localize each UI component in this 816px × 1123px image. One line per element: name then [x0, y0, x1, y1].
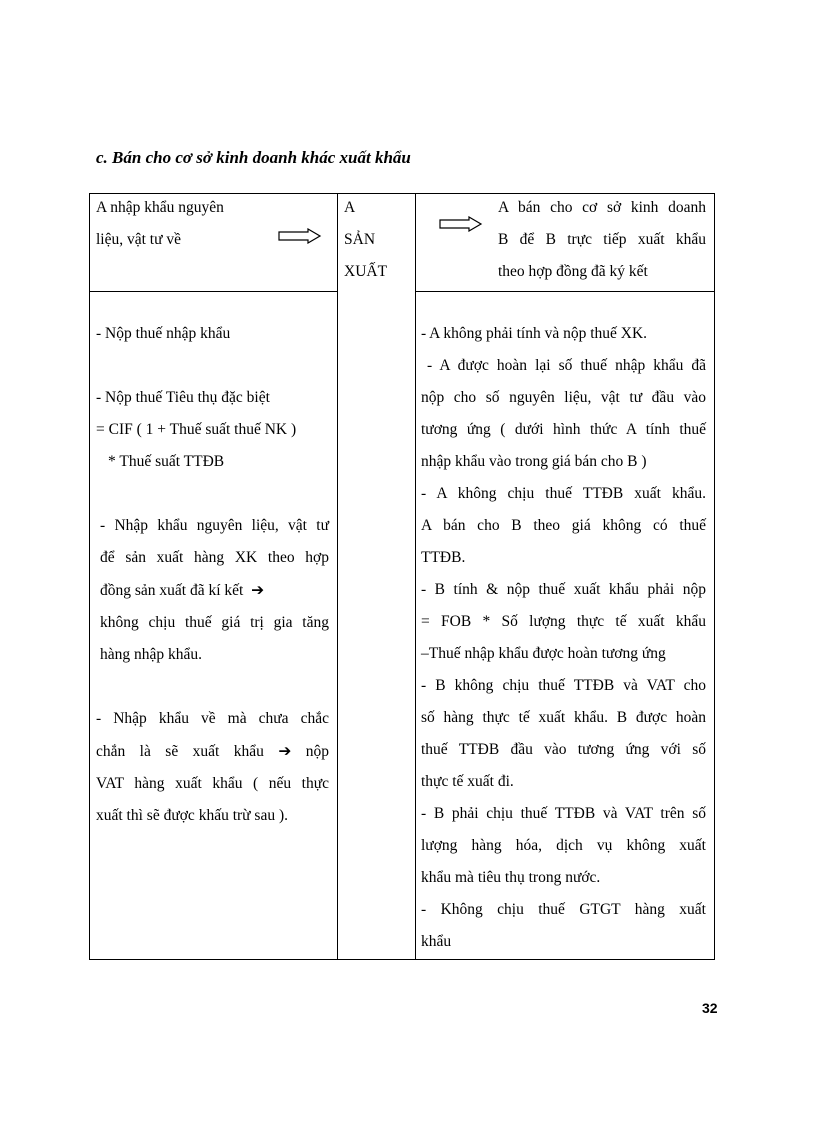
right-line: - A được hoàn lại số thuế nhập khẩu đã: [427, 357, 706, 374]
header-right-line1: A bán cho cơ sở kinh doanh: [498, 199, 706, 216]
right-line: –Thuế nhập khẩu được hoàn tương ứng: [421, 645, 666, 662]
right-line: - B không chịu thuế TTĐB và VAT cho: [421, 677, 706, 694]
body-right-cell: [421, 318, 706, 958]
right-line: - A không chịu thuế TTĐB xuất khẩu.: [421, 485, 706, 502]
column-divider-2: [415, 194, 416, 959]
right-line: A bán cho B theo giá không có thuế: [421, 517, 706, 534]
right-line: - B phải chịu thuế TTĐB và VAT trên số: [421, 805, 706, 822]
header-right-line2: B để B trực tiếp xuất khẩu: [498, 231, 706, 248]
right-line: nộp cho số nguyên liệu, vật tư đầu vào: [421, 389, 706, 406]
header-left-cell: [96, 192, 332, 256]
section-heading: c. Bán cho cơ sở kinh doanh khác xuất khẩu: [96, 148, 411, 167]
right-arrow-icon: [278, 228, 322, 244]
header-middle-cell: [344, 192, 410, 288]
right-line: khẩu mà tiêu thụ trong nước.: [421, 869, 601, 886]
page-number: 32: [702, 1000, 718, 1016]
right-line: = FOB * Số lượng thực tế xuất khẩu: [421, 613, 706, 630]
right-line: tương ứng ( dưới hình thức A tính thuế: [421, 421, 706, 438]
right-line: thực tế xuất đi.: [421, 773, 514, 790]
left-p3-line2: để sản xuất hàng XK theo hợp: [100, 549, 329, 566]
left-p4-line2: chắn là sẽ xuất khẩu ➔ nộp: [96, 742, 330, 760]
left-p4-line4: xuất thì sẽ được khấu trừ sau ).: [96, 807, 289, 824]
left-p2-line2: = CIF ( 1 + Thuế suất thuế NK ): [96, 421, 297, 438]
header-right-line3: theo hợp đồng đã ký kết: [498, 263, 648, 280]
right-arrow-icon: [439, 216, 483, 232]
column-divider-1: [337, 194, 338, 959]
left-p3-line5: hàng nhập khẩu.: [100, 646, 203, 663]
right-line: khẩu: [421, 933, 452, 950]
left-p3-line3: đồng sản xuất đã kí kết ➔: [100, 581, 265, 599]
body-left-cell: [96, 318, 329, 832]
right-line: - A không phải tính và nộp thuế XK.: [421, 325, 648, 342]
header-middle-line2: SẢN: [344, 231, 376, 248]
row-divider-left: [90, 291, 337, 292]
left-p2-line3: * Thuế suất TTĐB: [108, 453, 225, 470]
left-p3-line4: không chịu thuế giá trị gia tăng: [100, 614, 329, 631]
header-middle-line3: XUẤT: [344, 263, 388, 280]
right-line: lượng hàng hóa, dịch vụ không xuất: [421, 837, 706, 854]
header-right-cell: [498, 192, 706, 288]
left-p3-line1: - Nhập khẩu nguyên liệu, vật tư: [100, 517, 329, 534]
right-line: TTĐB.: [421, 549, 466, 566]
arrow-icon: ➔: [251, 581, 265, 599]
right-line: số hàng thực tế xuất khẩu. B được hoàn: [421, 709, 706, 726]
right-line: nhập khẩu vào trong giá bán cho B ): [421, 453, 647, 470]
left-p4-line1: - Nhập khẩu về mà chưa chắc: [96, 710, 329, 727]
right-line: - B tính & nộp thuế xuất khẩu phải nộp: [421, 581, 706, 598]
left-p4-line3: VAT hàng xuất khẩu ( nếu thực: [96, 775, 329, 792]
header-left-line1: A nhập khẩu nguyên: [96, 199, 224, 216]
right-line: thuế TTĐB đầu vào tương ứng với số: [421, 741, 706, 758]
left-p1: - Nộp thuế nhập khẩu: [96, 325, 231, 342]
left-p2-line1: - Nộp thuế Tiêu thụ đặc biệt: [96, 389, 270, 406]
arrow-icon: ➔: [278, 742, 292, 760]
tax-table: [89, 193, 715, 960]
right-line: - Không chịu thuế GTGT hàng xuất: [421, 901, 706, 918]
row-divider-right: [415, 291, 715, 292]
header-left-line2: liệu, vật tư về: [96, 231, 182, 248]
header-middle-line1: A: [344, 199, 356, 216]
